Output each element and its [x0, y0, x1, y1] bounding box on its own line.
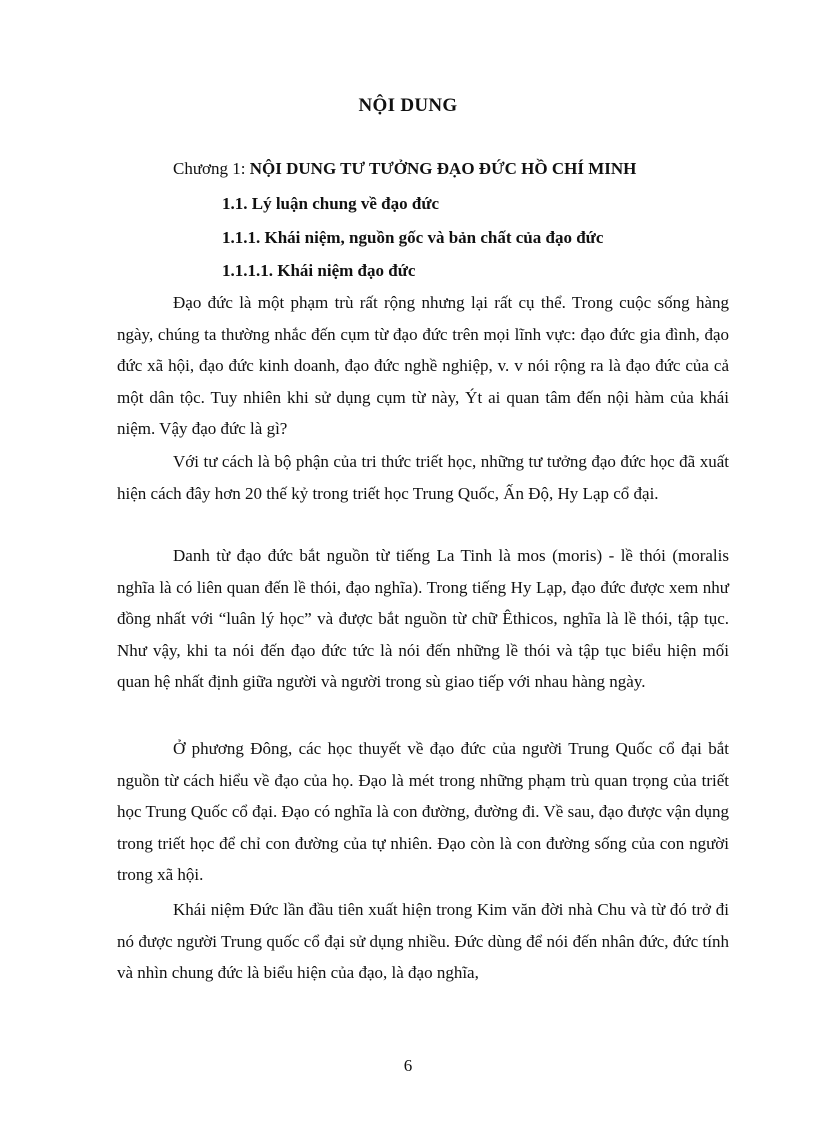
- chapter-heading: [173, 157, 636, 181]
- paragraph-3: Danh từ đạo đức bắt nguồn từ tiếng La Tinh là mos (moris) - lề thói (moralis nghĩa là có liên quan đến lề thói, đạo nghĩa). Trong tiếng Hy Lạp, đạo đức được xem như đồng nhất với “luân lý học” và được bắt nguồn từ chữ Êthicos, nghĩa là lề thói, tập tục. Như vậy, khi ta nói đến đạo đức tức là nói đến những lề thói và tập tục biểu hiện mối quan hệ nhất định giữa người và người trong sù giao tiếp với nhau hàng ngày.: [117, 546, 729, 691]
- chapter-title: NỘI DUNG TƯ TƯỞNG ĐẠO ĐỨC HỒ CHÍ MINH: [249, 159, 637, 178]
- page-number: 6: [403, 1056, 413, 1075]
- paragraph-5: Khái niệm Đức lần đầu tiên xuất hiện trong Kim văn đời nhà Chu và từ đó trở đi nó được người Trung quốc cổ đại sử dụng nhiều. Đức dùng để nói đến nhân đức, đức tính và nhìn chung đức là biểu hiện của đạo, là đạo nghĩa,: [117, 900, 729, 982]
- paragraph-4: Ở phương Đông, các học thuyết về đạo đức của người Trung Quốc cổ đại bắt nguồn từ cách hiểu về đạo của họ. Đạo là mét trong những phạm trù quan trọng của triết học Trung Quốc cổ đại. Đạo có nghĩa là con đường, đường đi. Về sau, đạo được vận dụng trong triết học để chỉ con đường của tự nhiên. Đạo còn là con đường sống của con người trong xã hội.: [117, 739, 729, 884]
- section-heading-1-1-1: 1.1.1. Khái niệm, nguồn gốc và bản chất của đạo đức: [222, 228, 604, 247]
- section-heading-1-1-1-1: 1.1.1.1. Khái niệm đạo đức: [222, 261, 416, 280]
- paragraph-1: Đạo đức là một phạm trù rất rộng nhưng lại rất cụ thể. Trong cuộc sống hàng ngày, chúng ta thường nhắc đến cụm từ đạo đức trên mọi lĩnh vực: đạo đức gia đình, đạo đức xã hội, đạo đức kinh doanh, đạo đức nghề nghiệp, v. v nói rộng ra là đạo đức của cả một dân tộc. Tuy nhiên khi sử dụng cụm từ này, Ýt ai quan tâm đến nội hàm của khái niệm. Vậy đạo đức là gì?: [117, 293, 729, 438]
- page-title: NỘI DUNG: [358, 95, 458, 116]
- paragraph-2: Với tư cách là bộ phận của tri thức triết học, những tư tưởng đạo đức học đã xuất hiện cách đây hơn 20 thế kỷ trong triết học Trung Quốc, Ấn Độ, Hy Lạp cổ đại.: [117, 452, 729, 503]
- chapter-prefix: Chương 1:: [173, 159, 250, 178]
- section-heading-1-1: 1.1. Lý luận chung về đạo đức: [222, 194, 440, 213]
